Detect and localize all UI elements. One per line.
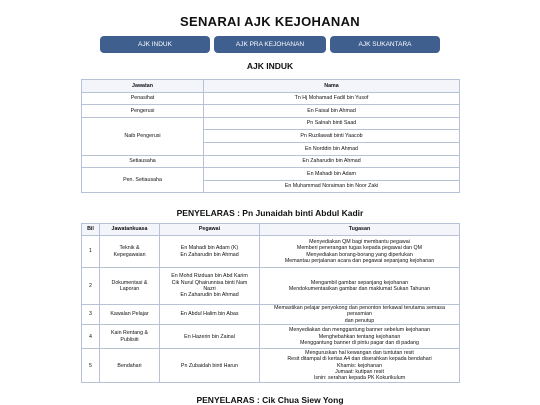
- cell-tugasan-line: Jumaat: kutipan resit: [335, 368, 384, 375]
- cell-nama: En Faisal bin Ahmad: [204, 105, 460, 118]
- cell-nama: En Norddin bin Ahmad: [204, 142, 460, 155]
- table-row: [82, 325, 460, 349]
- cell-jawatankuasa: [100, 305, 160, 325]
- cell-jawatankuasa: [100, 268, 160, 305]
- cell-tugasan: [260, 305, 460, 325]
- cell-pegawai-line: Pn Zubaidah binti Harun: [180, 362, 239, 369]
- cell-nama: En Zaharudin bin Ahmad: [204, 155, 460, 168]
- jawatankuasa-table: [81, 223, 460, 383]
- tab-ajk-induk[interactable]: AJK INDUK: [100, 36, 210, 53]
- cell-jawatankuasa: [100, 325, 160, 349]
- cell-tugasan: [260, 349, 460, 383]
- column-header-jawatankuasa: Jawatankuasa: [100, 224, 160, 236]
- cell-pegawai-line: En Mahadi bin Adam (K): [180, 245, 239, 252]
- cell-jawatan: Setiausaha: [82, 155, 204, 168]
- ajk-induk-table: [81, 79, 460, 193]
- cell-jawatankuasa: [100, 236, 160, 268]
- cell-jawatankuasa-line: Kepegawaian: [113, 251, 146, 258]
- tab-bar: [100, 36, 440, 53]
- cell-jawatan: Pen. Setiausaha: [82, 168, 204, 193]
- cell-bil: 1: [82, 236, 100, 268]
- cell-pegawai-line: En Zaharudin bin Ahmad: [180, 292, 239, 299]
- cell-pegawai-line: En Abdul Halim bin Abas: [180, 311, 239, 318]
- table-row: [82, 168, 460, 181]
- cell-nama: En Muhammad Noraiman bin Noor Zaki: [204, 180, 460, 193]
- cell-bil: 5: [82, 349, 100, 383]
- cell-tugasan-line: Menggantung banner di pintu pagar dan di padang: [300, 339, 419, 346]
- cell-tugasan-line: Isnin: serahan kepada PK Kokurikulum: [313, 375, 406, 382]
- cell-tugasan-line: Menyediakan dan menggantung banner sebelum kejohanan: [288, 327, 431, 334]
- cell-jawatan: Penasihat: [82, 92, 204, 105]
- section-title-penyelaras-2: PENYELARAS : Cik Chua Siew Yong: [196, 395, 344, 405]
- cell-jawatankuasa-line: Kain Rentang &: [110, 330, 149, 337]
- tab-ajk-pra-kejohanan[interactable]: AJK PRA KEJOHANAN: [214, 36, 326, 53]
- cell-jawatan: Naib Pengerusi: [82, 117, 204, 155]
- cell-tugasan-line: Mendokumentasikan gambar dan maklumat Sukan Tahunan: [288, 286, 431, 292]
- cell-pegawai: [160, 325, 260, 349]
- column-header-tugasan: Tugasan: [260, 224, 460, 236]
- cell-tugasan-line: Memberi penerangan tugas kepada pegawai dan QM: [296, 245, 423, 252]
- cell-jawatankuasa-line: Bendahari: [117, 362, 142, 369]
- cell-pegawai: [160, 268, 260, 305]
- cell-tugasan-line: dan penutup: [344, 317, 375, 324]
- cell-jawatankuasa: [100, 349, 160, 383]
- cell-pegawai-line: Nazri: [203, 286, 216, 292]
- cell-tugasan-line: Mengambil gambar sepanjang kejohanan: [310, 279, 409, 286]
- column-header-nama: Nama: [204, 80, 460, 93]
- table-row: [82, 268, 460, 305]
- cell-jawatan: Pengerusi: [82, 105, 204, 118]
- column-header-jawatan: Jawatan: [82, 80, 204, 93]
- cell-pegawai-line: En Mohd Rizduan bin Abd Karim: [171, 273, 248, 280]
- cell-bil: 4: [82, 325, 100, 349]
- table-row: [82, 236, 460, 268]
- table-row: [82, 117, 460, 130]
- cell-nama: Pn Ruzilawati binti Yaacob: [204, 130, 460, 143]
- cell-jawatankuasa-line: Laporan: [119, 286, 140, 292]
- cell-jawatankuasa-line: Dokumentasi &: [111, 279, 148, 286]
- cell-tugasan-line: Menyediakan borang-borang yang diperlukan: [306, 251, 413, 258]
- cell-tugasan-line: Menyediakan QM bagi membantu pegawai: [309, 238, 410, 245]
- table-row: [82, 349, 460, 383]
- cell-jawatankuasa-line: Kawalan Pelajar: [110, 311, 149, 318]
- cell-nama: Tn Hj Mohamad Fadil bin Yusof: [204, 92, 460, 105]
- cell-tugasan: [260, 236, 460, 268]
- cell-tugasan: [260, 268, 460, 305]
- cell-jawatankuasa-line: Publisiti: [120, 336, 139, 343]
- cell-jawatankuasa-line: Teknik &: [119, 245, 140, 252]
- cell-nama: Pn Salnah binti Saad: [204, 117, 460, 130]
- cell-bil: 2: [82, 268, 100, 305]
- cell-nama: En Mahadi bin Adam: [204, 168, 460, 181]
- table-row: [82, 155, 460, 168]
- page-title: SENARAI AJK KEJOHANAN: [180, 14, 360, 29]
- cell-tugasan-line: Memantau perjalanan acara dan pegawai sepanjang kejohanan: [284, 257, 435, 264]
- section-title-penyelaras-1: PENYELARAS : Pn Junaidah binti Abdul Kadir: [176, 208, 364, 218]
- cell-tugasan-line: Menguruskan hal kewangan dan tuntutan resit: [305, 349, 414, 356]
- cell-tugasan-line: Menghebahkan tentang kejohanan: [318, 333, 401, 340]
- cell-pegawai: [160, 349, 260, 383]
- cell-pegawai-line: En Zaharudin bin Ahmad: [180, 251, 239, 258]
- cell-bil: 3: [82, 305, 100, 325]
- cell-tugasan-line: Memastikan pelajar penyokong dan penonton terkawal terutama semasa perasmian: [274, 305, 445, 318]
- cell-tugasan-line: Khamis: kejohanan: [336, 362, 383, 369]
- table-row: [82, 305, 460, 325]
- section-title-ajk-induk: AJK INDUK: [246, 61, 294, 71]
- cell-pegawai: [160, 305, 260, 325]
- table-row: [82, 105, 460, 118]
- column-header-pegawai: Pegawai: [160, 224, 260, 236]
- column-header-bil: Bil: [82, 224, 100, 236]
- cell-pegawai: [160, 236, 260, 268]
- tab-ajk-sukantara[interactable]: AJK SUKANTARA: [330, 36, 440, 53]
- cell-pegawai-line: En Hazerin bin Zainal: [184, 333, 235, 340]
- cell-pegawai-line: Cik Nurul Qhairunnisa binti Nam: [171, 279, 248, 286]
- table-row: [82, 92, 460, 105]
- cell-tugasan: [260, 325, 460, 349]
- cell-tugasan-line: Resit ditampal di kertas A4 dan diserahkan kepada bendahari: [287, 356, 432, 363]
